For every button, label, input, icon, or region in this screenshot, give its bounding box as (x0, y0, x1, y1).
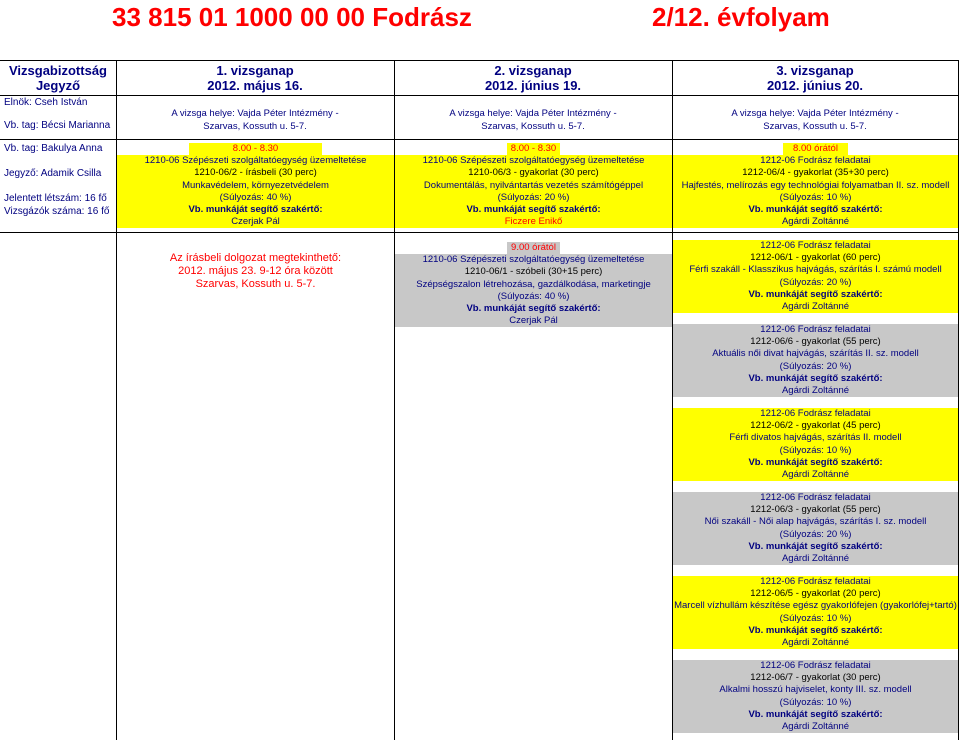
exam-topic: Munkavédelem, környezetvédelem (117, 180, 394, 192)
candidates-count-label: Vizsgázók száma: 16 fő (4, 206, 110, 217)
expert-label: Vb. munkáját segítő szakértő: (395, 303, 672, 315)
expert-label: Vb. munkáját segítő szakértő: (395, 204, 672, 216)
exam-module: 1212-06 Fodrász feladatai (673, 492, 958, 504)
expert-name: Agárdi Zoltánné (673, 637, 958, 649)
exam-module: 1212-06 Fodrász feladatai (673, 324, 958, 336)
day2-exam-block-2 (395, 242, 672, 327)
exam-time: 9.00 órától (507, 242, 560, 254)
exam-topic: Alkalmi hosszú hajviselet, konty III. sz. modell (673, 684, 958, 696)
day1-place-line2: Szarvas, Kossuth u. 5-7. (203, 121, 307, 132)
member2-label: Vb. tag: Bakulya Anna (4, 143, 103, 154)
exam-topic: Hajfestés, melírozás egy technológiai folyamatban II. sz. modell (673, 180, 958, 192)
written-review-line2: 2012. május 23. 9-12 óra között (178, 265, 333, 277)
expert-label: Vb. munkáját segítő szakértő: (673, 289, 958, 301)
day2-header (394, 63, 672, 93)
exam-topic: Marcell vízhullám készítése egész gyakorlófejen (gyakorlófej+tartó) (674, 600, 957, 612)
exam-time: 8.00 - 8.30 (189, 143, 322, 155)
exam-module: 1212-06 Fodrász feladatai (673, 155, 958, 167)
day3-date: 2012. június 20. (766, 78, 864, 93)
exam-weight: (Súlyozás: 10 %) (673, 613, 958, 625)
day3-exam-block-2 (673, 240, 958, 313)
grid-line (0, 60, 959, 61)
expert-name: Agárdi Zoltánné (673, 553, 958, 565)
clerk-label: Jegyző (35, 78, 81, 93)
written-review-note (117, 252, 394, 291)
day1-date: 2012. május 16. (207, 78, 303, 93)
expert-name: Czerjak Pál (117, 216, 394, 228)
exam-part: 1212-06/2 - gyakorlat (45 perc) (673, 420, 958, 432)
exam-part: 1210-06/1 - szóbeli (30+15 perc) (395, 266, 672, 278)
page-title (0, 0, 960, 34)
exam-part: 1212-06/4 - gyakorlat (35+30 perc) (673, 167, 958, 179)
day2-date: 2012. június 19. (484, 78, 582, 93)
expert-name: Agárdi Zoltánné (673, 301, 958, 313)
written-review-line1: Az írásbeli dolgozat megtekinthető: (169, 252, 342, 264)
expert-name: Agárdi Zoltánné (673, 385, 958, 397)
expert-label: Vb. munkáját segítő szakértő: (673, 373, 958, 385)
day1-exam-block (117, 143, 394, 228)
exam-topic: Férfi divatos hajvágás, szárítás II. modell (673, 432, 958, 444)
day1-place (116, 107, 394, 133)
day3-exam-block-5 (673, 492, 958, 565)
exam-part: 1212-06/3 - gyakorlat (55 perc) (673, 504, 958, 516)
day3-place (672, 107, 958, 133)
day2-name: 2. vizsganap (494, 63, 572, 78)
expert-label: Vb. munkáját segítő szakértő: (673, 625, 958, 637)
day3-exam-block-6 (673, 576, 958, 649)
exam-module: 1210-06 Szépészeti szolgáltatóegység üzemeltetése (117, 155, 394, 167)
day3-exam-block-7 (673, 660, 958, 733)
exam-weight: (Súlyozás: 10 %) (673, 697, 958, 709)
grid-line (0, 139, 959, 140)
expert-label: Vb. munkáját segítő szakértő: (673, 541, 958, 553)
expert-label: Vb. munkáját segítő szakértő: (117, 204, 394, 216)
exam-weight: (Súlyozás: 20 %) (673, 277, 958, 289)
member1-label: Vb. tag: Bécsi Marianna (4, 120, 111, 131)
chair-label: Elnök: Cseh István (4, 97, 88, 108)
day3-exam-block-1 (673, 143, 958, 228)
exam-part: 1212-06/6 - gyakorlat (55 perc) (673, 336, 958, 348)
day2-place (394, 107, 672, 133)
grid-line (0, 95, 959, 96)
expert-name: Agárdi Zoltánné (673, 721, 958, 733)
day3-place-line1: A vizsga helye: Vajda Péter Intézmény - (731, 108, 899, 119)
exam-weight: (Súlyozás: 40 %) (117, 192, 394, 204)
exam-time: 8.00 órától (783, 143, 848, 155)
exam-module: 1212-06 Fodrász feladatai (673, 240, 958, 252)
day1-header (116, 63, 394, 93)
exam-module: 1210-06 Szépészeti szolgáltatóegység üzemeltetése (395, 155, 672, 167)
grid-line (958, 60, 959, 740)
exam-weight: (Súlyozás: 40 %) (395, 291, 672, 303)
day3-exam-block-4 (673, 408, 958, 481)
expert-label: Vb. munkáját segítő szakértő: (673, 457, 958, 469)
exam-part: 1210-06/2 - írásbeli (30 perc) (117, 167, 394, 179)
day3-name: 3. vizsganap (776, 63, 854, 78)
day3-place-line2: Szarvas, Kossuth u. 5-7. (763, 121, 867, 132)
exam-topic: Dokumentálás, nyilvántartás vezetés számítógéppel (395, 180, 672, 192)
exam-weight: (Súlyozás: 10 %) (673, 192, 958, 204)
day3-exam-block-3 (673, 324, 958, 397)
exam-part: 1212-06/7 - gyakorlat (30 perc) (673, 672, 958, 684)
clerk-name-label: Jegyző: Adamik Csilla (4, 168, 102, 179)
grid-line (0, 232, 959, 233)
exam-topic: Aktuális női divat hajvágás, szárítás II. sz. modell (673, 348, 958, 360)
exam-weight: (Súlyozás: 10 %) (673, 445, 958, 457)
exam-part: 1212-06/5 - gyakorlat (20 perc) (673, 588, 958, 600)
exam-topic: Férfi szakáll - Klasszikus hajvágás, szárítás I. számú modell (673, 264, 958, 276)
title-right: 2/12. évfolyam (652, 2, 830, 32)
expert-name: Ficzere Enikő (395, 216, 672, 228)
exam-part: 1210-06/3 - gyakorlat (30 perc) (395, 167, 672, 179)
exam-module: 1210-06 Szépészeti szolgáltatóegység üzemeltetése (395, 254, 672, 266)
day3-header (672, 63, 958, 93)
committee-label: Vizsgabizottság (8, 63, 107, 78)
exam-time: 8.00 - 8.30 (507, 143, 560, 155)
expert-label: Vb. munkáját segítő szakértő: (673, 204, 958, 216)
written-review-line3: Szarvas, Kossuth u. 5-7. (195, 278, 316, 290)
reported-count-label: Jelentett létszám: 16 fő (4, 193, 107, 204)
exam-topic: Női szakáll - Női alap hajvágás, szárítás I. sz. modell (673, 516, 958, 528)
day2-place-line2: Szarvas, Kossuth u. 5-7. (481, 121, 585, 132)
day2-place-line1: A vizsga helye: Vajda Péter Intézmény - (449, 108, 617, 119)
committee-header (0, 63, 116, 93)
expert-name: Czerjak Pál (395, 315, 672, 327)
title-left: 33 815 01 1000 00 00 Fodrász (112, 2, 472, 32)
exam-module: 1212-06 Fodrász feladatai (673, 408, 958, 420)
exam-module: 1212-06 Fodrász feladatai (673, 660, 958, 672)
expert-name: Agárdi Zoltánné (673, 469, 958, 481)
day1-place-line1: A vizsga helye: Vajda Péter Intézmény - (171, 108, 339, 119)
expert-name: Agárdi Zoltánné (673, 216, 958, 228)
day1-name: 1. vizsganap (216, 63, 294, 78)
exam-weight: (Súlyozás: 20 %) (673, 361, 958, 373)
day2-exam-block-1 (395, 143, 672, 228)
exam-weight: (Súlyozás: 20 %) (673, 529, 958, 541)
exam-module: 1212-06 Fodrász feladatai (673, 576, 958, 588)
exam-weight: (Súlyozás: 20 %) (395, 192, 672, 204)
expert-label: Vb. munkáját segítő szakértő: (673, 709, 958, 721)
exam-part: 1212-06/1 - gyakorlat (60 perc) (673, 252, 958, 264)
exam-topic: Szépségszalon létrehozása, gazdálkodása, marketingje (395, 279, 672, 291)
